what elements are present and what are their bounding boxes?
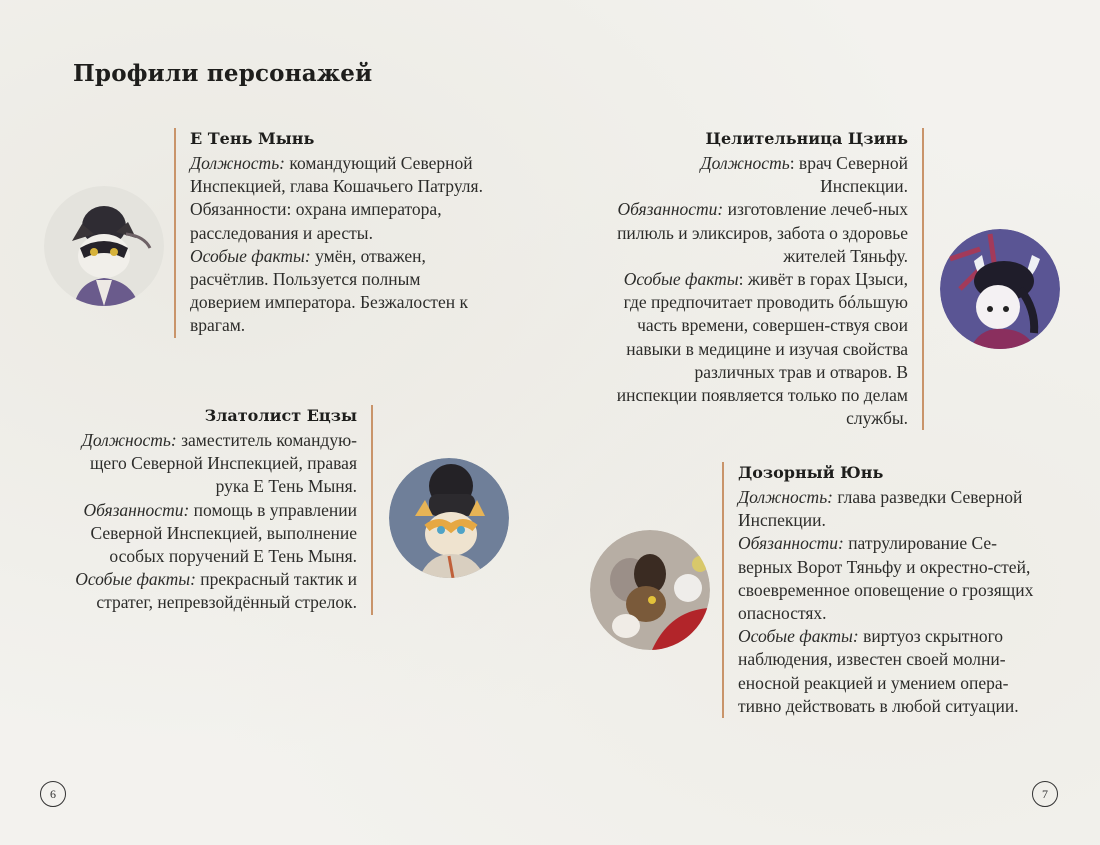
duties-label: Обязанности:: [83, 499, 190, 520]
character-name: Е Тень Мынь: [190, 129, 315, 148]
facts-text: умён, отважен, расчётлив. Пользуется полным доверием императора. Безжалостен к врагам.: [190, 245, 468, 336]
profile-e-ten-myn: [174, 128, 490, 338]
duties-text: патрулирование Се-верных Ворот Тяньфу и окрестно-стей, своевременное оповещение о грозящих опасностях.: [738, 533, 1034, 624]
duties-label: Обязанности:: [738, 533, 844, 554]
duties-text: помощь в управлении Северной Инспекцией, выполнение особых поручений Е Тень Мыня.: [90, 499, 357, 567]
profile-body: [190, 152, 490, 338]
page-number-right: 7: [1032, 781, 1058, 807]
profile-body: [612, 152, 908, 430]
rabbit-healer-portrait: [940, 229, 1060, 349]
profile-zlatolist-etszy: [60, 405, 373, 615]
facts-text: прекрасный тактик и стратег, непревзойдённый стрелок.: [96, 569, 357, 613]
duties-text: охрана императора, расследования и аресты.: [190, 199, 442, 243]
position-label: Должность:: [81, 430, 177, 450]
profile-dozorny-yun: [722, 462, 1038, 718]
cat-commander-portrait: [44, 186, 164, 306]
duties-label: Обязанности:: [617, 199, 724, 220]
duties-text: изготовление лечеб-ных пилюль и эликсиров, забота о здоровье жителей Тяньфу.: [617, 199, 908, 266]
position-text: глава разведки Северной Инспекции.: [738, 487, 1023, 531]
facts-label: Особые факты:: [738, 626, 859, 647]
character-name: Целительница Цзинь: [705, 129, 908, 148]
facts-text: виртуоз скрытного наблюдения, известен своей молни-еносной реакцией и умением опера-тивно действовать в любой ситуации.: [738, 626, 1019, 716]
facts-label: Особые факты: [623, 269, 739, 290]
page-title: Профили персонажей: [73, 60, 373, 87]
facts-label: Особые факты:: [75, 569, 196, 590]
position-text: командующий Северной Инспекцией, глава Кошачьего Патруля.: [190, 153, 483, 197]
character-name: Дозорный Юнь: [738, 463, 884, 482]
orange-cat-portrait: [389, 458, 509, 578]
duties-label: Обязанности:: [190, 199, 292, 220]
scout-portrait: [590, 530, 710, 650]
profile-body: [60, 429, 357, 615]
profile-tselitelnitsa-tszin: [612, 128, 924, 430]
character-name: Златолист Ецзы: [204, 406, 357, 425]
position-text: : врач Северной Инспекции.: [789, 153, 908, 197]
page-number-left: 6: [40, 781, 66, 807]
position-label: Должность:: [190, 153, 285, 173]
position-label: Должность:: [738, 487, 833, 507]
profile-body: [738, 486, 1038, 718]
position-label: Должность: [700, 153, 790, 173]
position-text: заместитель командую-щего Северной Инспекцией, правая рука Е Тень Мыня.: [89, 430, 357, 497]
facts-text: : живёт в горах Цзыси, где предпочитает проводить бóльшую часть времени, совершен-ствуя свои навыки в медицине и изучая свойства различных трав и отваров. В инспекции появляется только по делам службы.: [616, 269, 908, 429]
facts-label: Особые факты:: [190, 245, 311, 266]
